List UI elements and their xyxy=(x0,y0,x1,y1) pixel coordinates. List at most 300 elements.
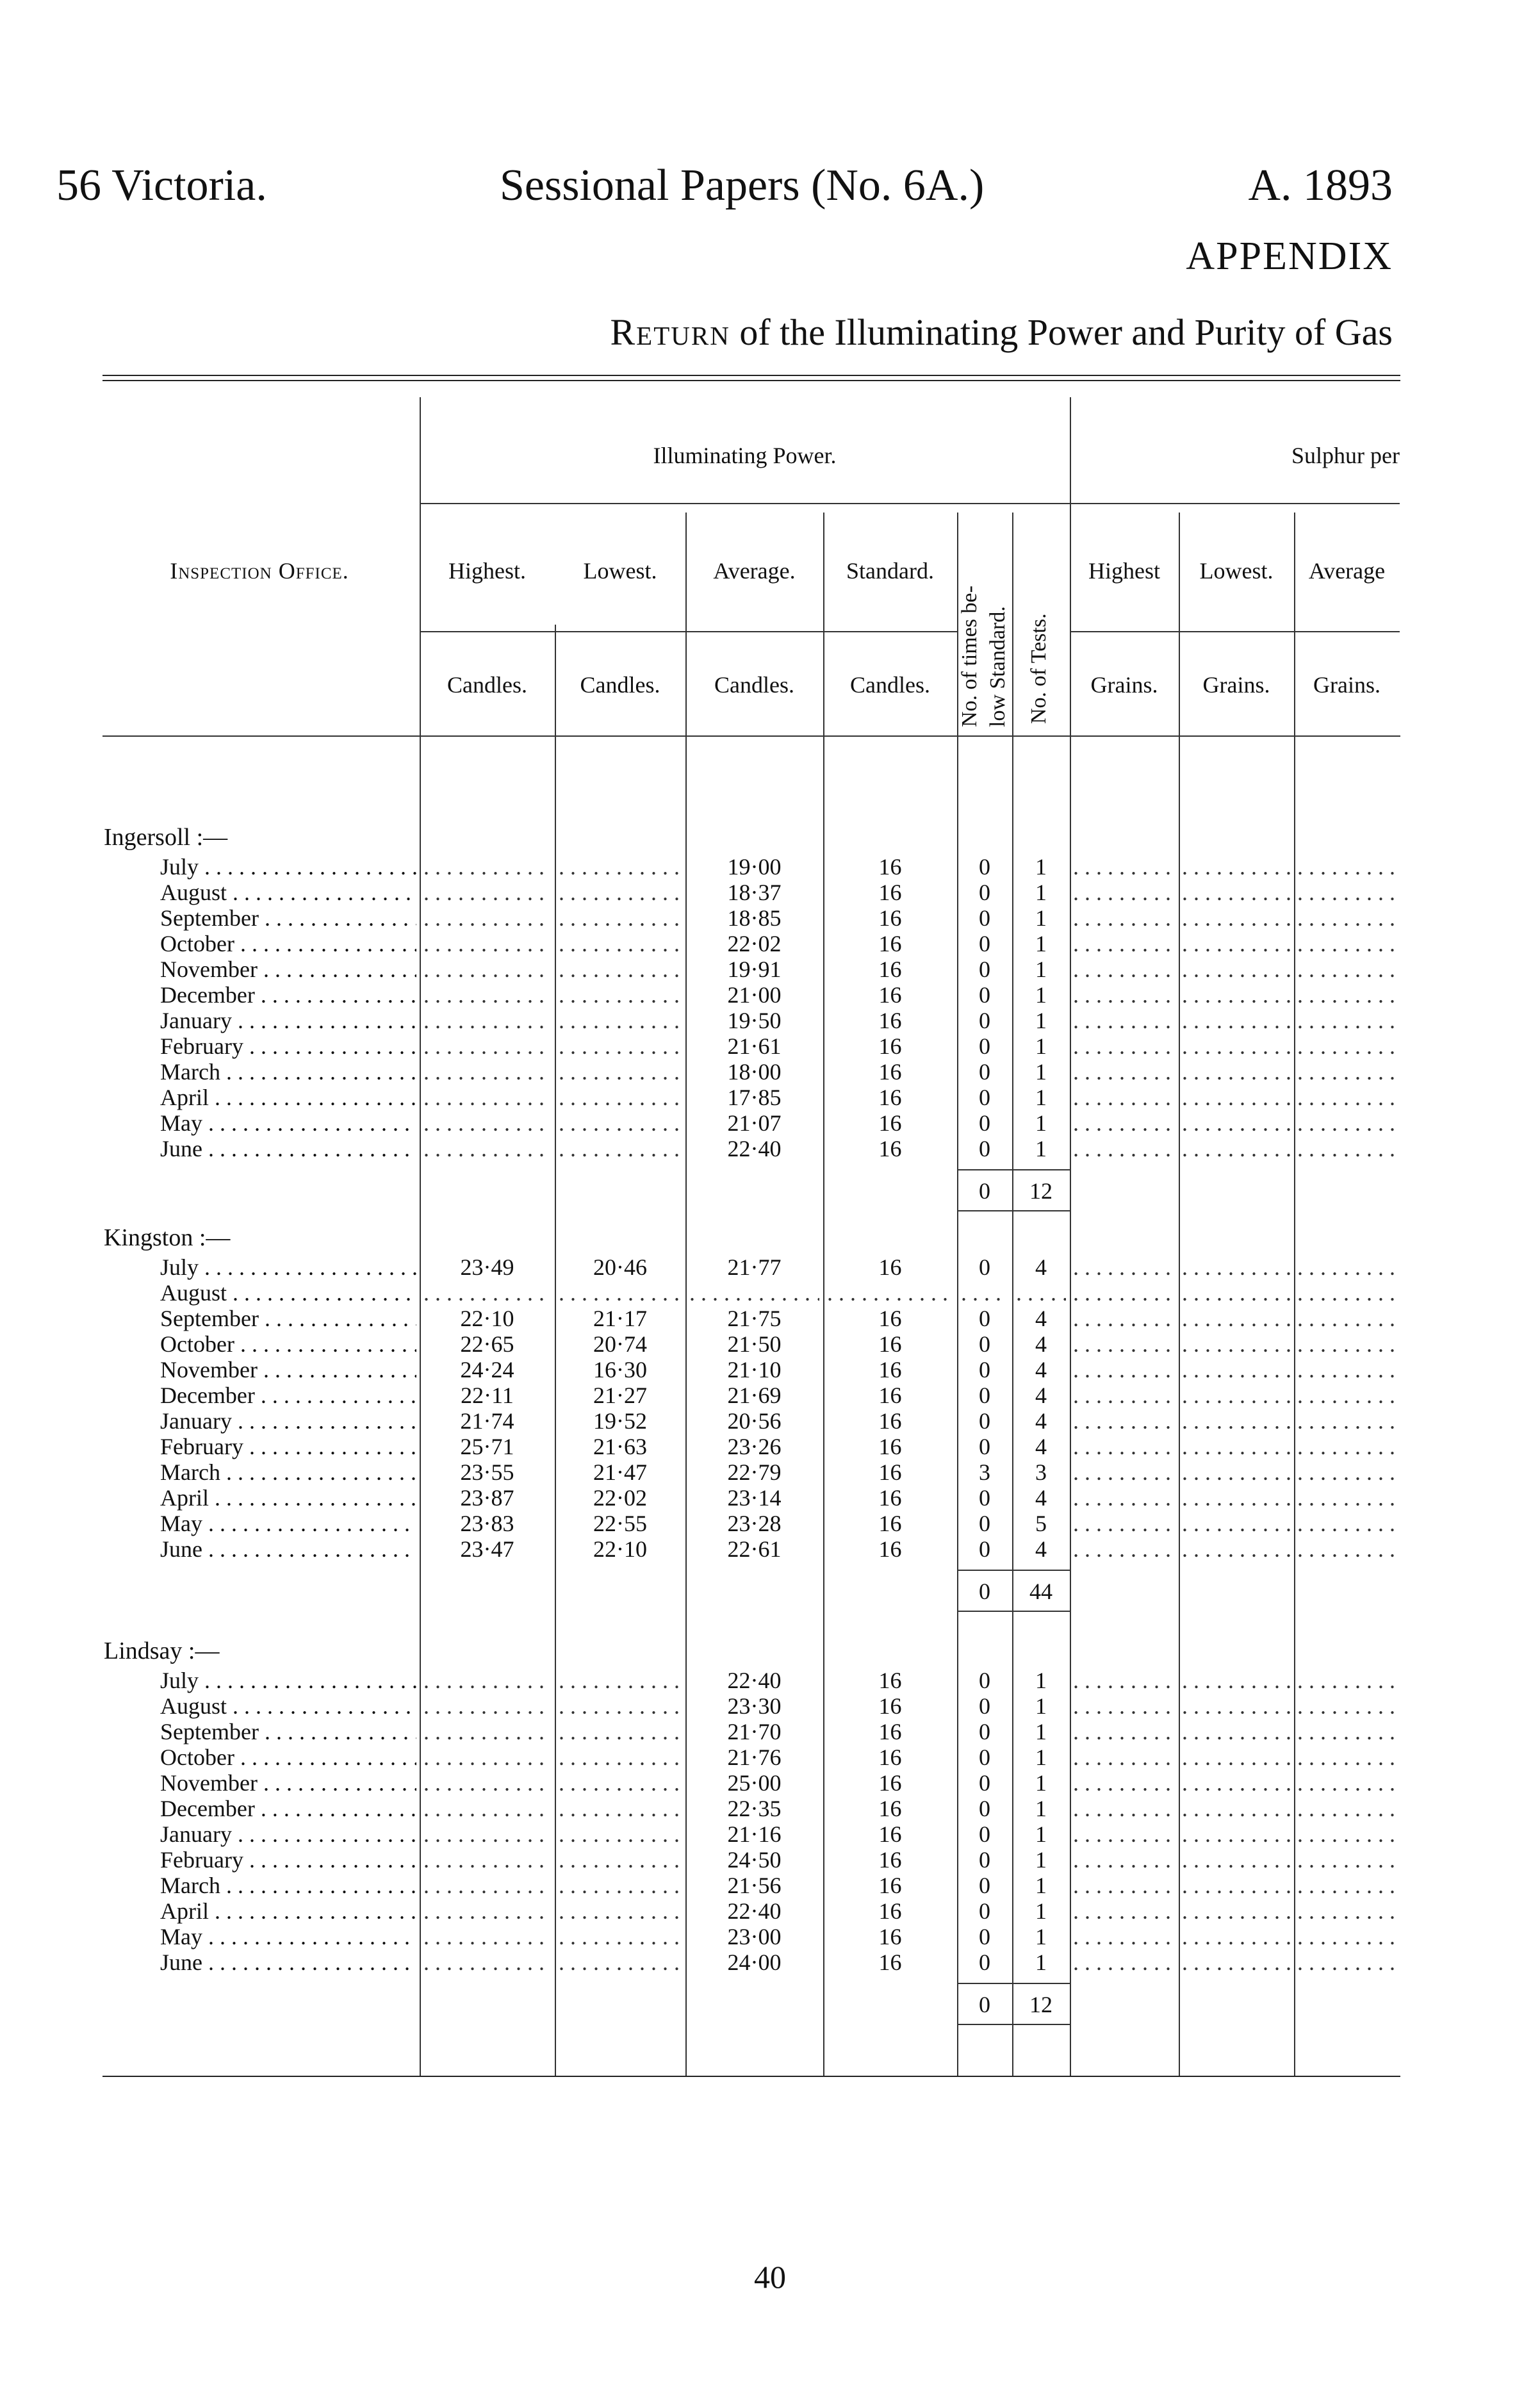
cell-tests: 1 xyxy=(1035,1744,1047,1770)
sulphur-empty-cell xyxy=(1297,1924,1400,1949)
empty-cell-leader xyxy=(423,1719,551,1744)
cell-average: 23·26 xyxy=(727,1434,782,1459)
cell-below: 0 xyxy=(979,880,990,905)
cell-lowest: 20·46 xyxy=(593,1254,647,1280)
sulphur-empty-cell xyxy=(1297,1459,1400,1485)
cell-average: 22·79 xyxy=(727,1459,782,1485)
sulphur-empty-cell xyxy=(1182,1668,1291,1693)
cell-tests: 1 xyxy=(1035,1136,1047,1161)
sulphur-empty-cell xyxy=(1073,1511,1175,1536)
cell-standard: 16 xyxy=(878,1719,902,1744)
cell-standard: 16 xyxy=(878,1085,902,1110)
cell-average: 24·50 xyxy=(727,1847,782,1873)
cell-standard: 16 xyxy=(878,854,902,880)
sulphur-empty-cell xyxy=(1182,1136,1291,1161)
sulphur-empty-cell xyxy=(1073,1059,1175,1085)
header-illuminating-power: Illuminating Power. xyxy=(653,443,837,468)
cell-tests: 4 xyxy=(1035,1485,1047,1511)
cell-highest: 22·11 xyxy=(461,1383,514,1408)
sulphur-empty-cell xyxy=(1297,1254,1400,1280)
cell-average: 22·40 xyxy=(727,1136,782,1161)
cell-below: 0 xyxy=(979,1136,990,1161)
cell-standard: 16 xyxy=(878,1873,902,1898)
month-label: August . . . xyxy=(160,1280,416,1306)
month-label: June . . . xyxy=(160,1136,416,1161)
cell-tests: 1 xyxy=(1035,1847,1047,1873)
cell-standard: 16 xyxy=(878,1668,902,1693)
sulphur-empty-cell xyxy=(1182,1485,1291,1511)
cell-average: 18·37 xyxy=(727,880,782,905)
sulphur-empty-cell xyxy=(1182,1536,1291,1562)
running-header-session: 56 Victoria. xyxy=(56,161,267,210)
cell-standard: 16 xyxy=(878,1383,902,1408)
empty-cell-leader xyxy=(559,956,682,982)
cell-below: 0 xyxy=(979,1898,990,1924)
cell-average: 21·00 xyxy=(727,982,782,1008)
sulphur-empty-cell xyxy=(1182,956,1291,982)
cell-below: 0 xyxy=(979,1306,990,1331)
header-average: Average. xyxy=(713,558,796,584)
empty-cell-leader xyxy=(423,1924,551,1949)
cell-tests: 1 xyxy=(1035,982,1047,1008)
month-label: January . . . xyxy=(160,1408,416,1434)
appendix-heading: APPENDIX xyxy=(1186,234,1393,278)
cell-tests: 1 xyxy=(1035,1821,1047,1847)
header-times-below-standard xyxy=(956,586,1012,727)
empty-cell-leader xyxy=(559,1770,682,1796)
cell-highest: 21·74 xyxy=(460,1408,514,1434)
cell-tests: 1 xyxy=(1035,956,1047,982)
sulphur-empty-cell xyxy=(1182,1821,1291,1847)
header-standard: Standard. xyxy=(846,558,934,584)
table-row xyxy=(0,1033,1540,1059)
cell-average: 19·50 xyxy=(727,1008,782,1033)
month-label: September . . . xyxy=(160,905,416,931)
sulphur-empty-cell xyxy=(1073,1796,1175,1821)
empty-cell-leader xyxy=(559,1898,682,1924)
empty-cell-leader xyxy=(559,1847,682,1873)
table-row xyxy=(0,1059,1540,1085)
empty-cell-leader xyxy=(423,1770,551,1796)
empty-cell-leader xyxy=(559,982,682,1008)
sulphur-empty-cell xyxy=(1073,1408,1175,1434)
cell-below: 0 xyxy=(979,956,990,982)
empty-cell-leader xyxy=(559,1821,682,1847)
sulphur-empty-cell xyxy=(1182,1744,1291,1770)
cell-below: 0 xyxy=(979,1796,990,1821)
month-label: December . . . xyxy=(160,982,416,1008)
sulphur-empty-cell xyxy=(1182,1357,1291,1383)
sulphur-empty-cell xyxy=(1073,1085,1175,1110)
cell-highest: 25·71 xyxy=(460,1434,514,1459)
sulphur-empty-cell xyxy=(1297,1136,1400,1161)
cell-standard: 16 xyxy=(878,1949,902,1975)
empty-cell-leader xyxy=(559,1873,682,1898)
header-lowest: Lowest. xyxy=(583,558,657,584)
month-label: March . . . xyxy=(160,1873,416,1898)
cell-standard: 16 xyxy=(878,1110,902,1136)
table-row xyxy=(0,1924,1540,1949)
cell-standard: 16 xyxy=(878,1434,902,1459)
cell-below: 0 xyxy=(979,854,990,880)
month-label: August . . . xyxy=(160,1693,416,1719)
table-row xyxy=(0,1744,1540,1770)
table-row xyxy=(0,1898,1540,1924)
cell-tests: 4 xyxy=(1035,1254,1047,1280)
sulphur-empty-cell xyxy=(1182,1280,1291,1306)
sulphur-empty-cell xyxy=(1182,1254,1291,1280)
table-row xyxy=(0,905,1540,931)
sulphur-empty-cell xyxy=(1073,1033,1175,1059)
sulphur-empty-cell xyxy=(1182,1059,1291,1085)
cell-standard: 16 xyxy=(878,1008,902,1033)
cell-average: 21·61 xyxy=(727,1033,782,1059)
month-label: November . . . xyxy=(160,1770,416,1796)
cell-below: 0 xyxy=(979,982,990,1008)
cell-tests: 1 xyxy=(1035,1110,1047,1136)
sulphur-empty-cell xyxy=(1182,1085,1291,1110)
month-label: September . . . xyxy=(160,1306,416,1331)
sulphur-empty-cell xyxy=(1297,1383,1400,1408)
sulphur-empty-cell xyxy=(1073,1719,1175,1744)
empty-cell-leader xyxy=(423,880,551,905)
cell-below: 0 xyxy=(979,1693,990,1719)
sulphur-empty-cell xyxy=(1297,1110,1400,1136)
empty-cell-leader xyxy=(423,905,551,931)
month-label: November . . . xyxy=(160,1357,416,1383)
header-highest: Highest. xyxy=(448,558,526,584)
sulphur-empty-cell xyxy=(1297,982,1400,1008)
empty-cell-leader xyxy=(559,1280,682,1306)
table-row xyxy=(0,1719,1540,1744)
sulphur-empty-cell xyxy=(1297,1408,1400,1434)
month-label: May . . . xyxy=(160,1511,416,1536)
sulphur-empty-cell xyxy=(1182,1008,1291,1033)
table-row xyxy=(0,1485,1540,1511)
table-row xyxy=(0,1847,1540,1873)
cell-standard: 16 xyxy=(878,1536,902,1562)
month-label: June . . . xyxy=(160,1536,416,1562)
month-label: December . . . xyxy=(160,1796,416,1821)
cell-standard: 16 xyxy=(878,1331,902,1357)
sulphur-empty-cell xyxy=(1073,1770,1175,1796)
cell-tests: 1 xyxy=(1035,1924,1047,1949)
month-label: March . . . xyxy=(160,1059,416,1085)
sulphur-empty-cell xyxy=(1073,1136,1175,1161)
sulphur-empty-cell xyxy=(1297,1693,1400,1719)
month-label: January . . . xyxy=(160,1821,416,1847)
running-header-year: A. 1893 xyxy=(1248,161,1393,210)
table-row xyxy=(0,1949,1540,1975)
empty-cell-leader xyxy=(423,1110,551,1136)
cell-standard: 16 xyxy=(878,1485,902,1511)
month-label: October . . . xyxy=(160,1744,416,1770)
totals-rule xyxy=(957,1983,1070,1984)
table-top-rule-double xyxy=(102,380,1400,381)
sulphur-empty-cell xyxy=(1297,1331,1400,1357)
sulphur-empty-cell xyxy=(1182,905,1291,931)
empty-cell-leader xyxy=(689,1280,819,1306)
sulphur-empty-cell xyxy=(1297,1770,1400,1796)
cell-standard: 16 xyxy=(878,1136,902,1161)
table-row xyxy=(0,1280,1540,1306)
cell-below: 0 xyxy=(979,1408,990,1434)
cell-standard: 16 xyxy=(878,1408,902,1434)
table-row xyxy=(0,1668,1540,1693)
cell-below: 0 xyxy=(979,1485,990,1511)
cell-below: 0 xyxy=(979,1873,990,1898)
totals-rule xyxy=(957,1169,1070,1170)
sulphur-empty-cell xyxy=(1073,982,1175,1008)
empty-cell-leader xyxy=(559,931,682,956)
cell-below: 0 xyxy=(979,1085,990,1110)
sulphur-empty-cell xyxy=(1073,1485,1175,1511)
cell-standard: 16 xyxy=(878,1459,902,1485)
cell-below: 0 xyxy=(979,1744,990,1770)
sulphur-empty-cell xyxy=(1182,1331,1291,1357)
totals-row xyxy=(0,1985,1540,2024)
empty-cell-leader xyxy=(423,956,551,982)
cell-average: 23·14 xyxy=(727,1485,782,1511)
sulphur-empty-cell xyxy=(1297,1898,1400,1924)
sulphur-empty-cell xyxy=(1073,880,1175,905)
month-label: April . . . xyxy=(160,1898,416,1924)
cell-standard: 16 xyxy=(878,1306,902,1331)
cell-standard: 16 xyxy=(878,1254,902,1280)
cell-tests: 1 xyxy=(1035,1008,1047,1033)
cell-tests: 3 xyxy=(1035,1459,1047,1485)
sulphur-empty-cell xyxy=(1073,1821,1175,1847)
sulphur-empty-cell xyxy=(1073,1949,1175,1975)
cell-below: 0 xyxy=(979,1668,990,1693)
total-below: 0 xyxy=(979,1992,990,2017)
totals-rule xyxy=(957,1210,1070,1211)
cell-below: 3 xyxy=(979,1459,990,1485)
sulphur-empty-cell xyxy=(1073,1306,1175,1331)
sulphur-empty-cell xyxy=(1297,1280,1400,1306)
empty-cell-leader xyxy=(423,1668,551,1693)
cell-below: 0 xyxy=(979,1008,990,1033)
cell-tests: 5 xyxy=(1035,1511,1047,1536)
cell-average: 21·77 xyxy=(727,1254,782,1280)
totals-rule xyxy=(957,2024,1070,2025)
sulphur-empty-cell xyxy=(1182,1033,1291,1059)
cell-standard: 16 xyxy=(878,1796,902,1821)
cell-tests: 1 xyxy=(1035,1693,1047,1719)
sulphur-empty-cell xyxy=(1182,1898,1291,1924)
empty-cell-leader xyxy=(559,1949,682,1975)
sulphur-empty-cell xyxy=(1182,880,1291,905)
cell-highest: 22·65 xyxy=(460,1331,514,1357)
cell-below: 0 xyxy=(979,1331,990,1357)
header-candles-unit: Candles. xyxy=(580,672,660,698)
cell-average: 21·16 xyxy=(727,1821,782,1847)
cell-below: 0 xyxy=(979,1059,990,1085)
cell-standard: 16 xyxy=(878,1693,902,1719)
table-row xyxy=(0,854,1540,880)
empty-cell-leader xyxy=(559,1110,682,1136)
sulphur-empty-cell xyxy=(1182,1459,1291,1485)
cell-tests: 1 xyxy=(1035,854,1047,880)
cell-below: 0 xyxy=(979,1110,990,1136)
table-row xyxy=(0,1796,1540,1821)
table-top-rule xyxy=(102,375,1400,376)
sulphur-empty-cell xyxy=(1297,854,1400,880)
header-sulphur-lowest: Lowest. xyxy=(1199,558,1274,584)
empty-cell-leader xyxy=(423,1136,551,1161)
month-label: February . . . xyxy=(160,1033,416,1059)
month-label: February . . . xyxy=(160,1847,416,1873)
cell-average: 22·61 xyxy=(727,1536,782,1562)
cell-tests: 1 xyxy=(1035,1085,1047,1110)
cell-tests: 4 xyxy=(1035,1536,1047,1562)
cell-standard: 16 xyxy=(878,1033,902,1059)
sulphur-empty-cell xyxy=(1073,1459,1175,1485)
cell-below: 0 xyxy=(979,1383,990,1408)
sulphur-empty-cell xyxy=(1182,1693,1291,1719)
month-label: April . . . xyxy=(160,1085,416,1110)
month-label: September . . . xyxy=(160,1719,416,1744)
cell-standard: 16 xyxy=(878,1744,902,1770)
empty-cell-leader xyxy=(423,1744,551,1770)
header-bottom-rule xyxy=(102,735,1400,737)
month-label: March . . . xyxy=(160,1459,416,1485)
sulphur-empty-cell xyxy=(1297,1511,1400,1536)
cell-below: 0 xyxy=(979,1949,990,1975)
empty-cell-leader xyxy=(423,931,551,956)
month-label: July . . . xyxy=(160,854,416,880)
sulphur-empty-cell xyxy=(1073,1744,1175,1770)
table-row xyxy=(0,982,1540,1008)
header-candles-unit: Candles. xyxy=(447,672,527,698)
empty-cell-leader xyxy=(559,1796,682,1821)
sulphur-empty-cell xyxy=(1297,1847,1400,1873)
table-row xyxy=(0,1821,1540,1847)
table-bottom-rule xyxy=(102,2076,1400,2077)
cell-tests: 1 xyxy=(1035,905,1047,931)
cell-tests: 1 xyxy=(1035,1719,1047,1744)
sulphur-empty-cell xyxy=(1182,1770,1291,1796)
cell-lowest: 21·27 xyxy=(593,1383,647,1408)
month-label: January . . . xyxy=(160,1008,416,1033)
table-row xyxy=(0,1085,1540,1110)
empty-cell-leader xyxy=(423,1280,551,1306)
empty-cell-leader xyxy=(827,1280,953,1306)
table-row xyxy=(0,880,1540,905)
cell-standard: 16 xyxy=(878,931,902,956)
sulphur-empty-cell xyxy=(1297,1485,1400,1511)
header-rule xyxy=(1070,631,1400,632)
office-name: Kingston :— xyxy=(104,1224,231,1251)
table-row xyxy=(0,1408,1540,1434)
cell-average: 21·69 xyxy=(727,1383,782,1408)
header-rule xyxy=(420,631,958,632)
totals-row xyxy=(0,1572,1540,1611)
cell-average: 21·56 xyxy=(727,1873,782,1898)
cell-tests: 4 xyxy=(1035,1331,1047,1357)
sulphur-empty-cell xyxy=(1073,1008,1175,1033)
sulphur-empty-cell xyxy=(1073,905,1175,931)
table-row xyxy=(0,1306,1540,1331)
cell-tests: 1 xyxy=(1035,1873,1047,1898)
cell-average: 22·35 xyxy=(727,1796,782,1821)
sulphur-empty-cell xyxy=(1297,956,1400,982)
cell-average: 23·00 xyxy=(727,1924,782,1949)
empty-cell-leader xyxy=(1016,1280,1066,1306)
header-times-below-line2: low Standard. xyxy=(986,606,1010,727)
office-name: Lindsay :— xyxy=(104,1638,220,1664)
cell-lowest: 22·02 xyxy=(593,1485,647,1511)
cell-highest: 24·24 xyxy=(460,1357,514,1383)
cell-tests: 1 xyxy=(1035,1059,1047,1085)
cell-tests: 4 xyxy=(1035,1357,1047,1383)
sulphur-empty-cell xyxy=(1182,1306,1291,1331)
empty-cell-leader xyxy=(559,905,682,931)
table-row xyxy=(0,1331,1540,1357)
cell-lowest: 22·10 xyxy=(593,1536,647,1562)
cell-tests: 1 xyxy=(1035,1898,1047,1924)
sulphur-empty-cell xyxy=(1297,931,1400,956)
running-header-papers: Sessional Papers (No. 6A.) xyxy=(500,161,985,210)
totals-rule xyxy=(957,1611,1070,1612)
cell-average: 21·07 xyxy=(727,1110,782,1136)
cell-tests: 4 xyxy=(1035,1306,1047,1331)
sulphur-empty-cell xyxy=(1297,1085,1400,1110)
sulphur-empty-cell xyxy=(1182,1434,1291,1459)
cell-standard: 16 xyxy=(878,1847,902,1873)
header-no-of-tests: No. of Tests. xyxy=(1027,613,1051,724)
empty-cell-leader xyxy=(423,1898,551,1924)
cell-average: 18·85 xyxy=(727,905,782,931)
cell-average: 21·70 xyxy=(727,1719,782,1744)
cell-average: 25·00 xyxy=(727,1770,782,1796)
header-candles-unit: Candles. xyxy=(714,672,794,698)
cell-average: 23·30 xyxy=(727,1693,782,1719)
empty-cell-leader xyxy=(559,854,682,880)
empty-cell-leader xyxy=(423,1008,551,1033)
empty-cell-leader xyxy=(559,1059,682,1085)
cell-standard: 16 xyxy=(878,880,902,905)
cell-tests: 1 xyxy=(1035,1033,1047,1059)
cell-below: 0 xyxy=(979,1770,990,1796)
sulphur-empty-cell xyxy=(1182,931,1291,956)
cell-lowest: 21·63 xyxy=(593,1434,647,1459)
cell-lowest: 19·52 xyxy=(593,1408,647,1434)
sulphur-empty-cell xyxy=(1182,982,1291,1008)
month-label: July . . . xyxy=(160,1254,416,1280)
sulphur-empty-cell xyxy=(1297,905,1400,931)
header-grains-unit: Grains. xyxy=(1090,672,1158,698)
sulphur-empty-cell xyxy=(1073,1110,1175,1136)
cell-average: 21·10 xyxy=(727,1357,782,1383)
cell-below: 0 xyxy=(979,931,990,956)
cell-average: 21·75 xyxy=(727,1306,782,1331)
month-label: November . . . xyxy=(160,956,416,982)
empty-cell-leader xyxy=(559,880,682,905)
empty-cell-leader xyxy=(559,1744,682,1770)
sulphur-empty-cell xyxy=(1073,1693,1175,1719)
sulphur-empty-cell xyxy=(1297,1059,1400,1085)
empty-cell-leader xyxy=(559,1693,682,1719)
month-label: May . . . xyxy=(160,1924,416,1949)
cell-lowest: 22·55 xyxy=(593,1511,647,1536)
table-row xyxy=(0,1357,1540,1383)
cell-average: 17·85 xyxy=(727,1085,782,1110)
empty-cell-leader xyxy=(423,854,551,880)
cell-below: 0 xyxy=(979,1511,990,1536)
table-row xyxy=(0,1008,1540,1033)
cell-average: 19·00 xyxy=(727,854,782,880)
